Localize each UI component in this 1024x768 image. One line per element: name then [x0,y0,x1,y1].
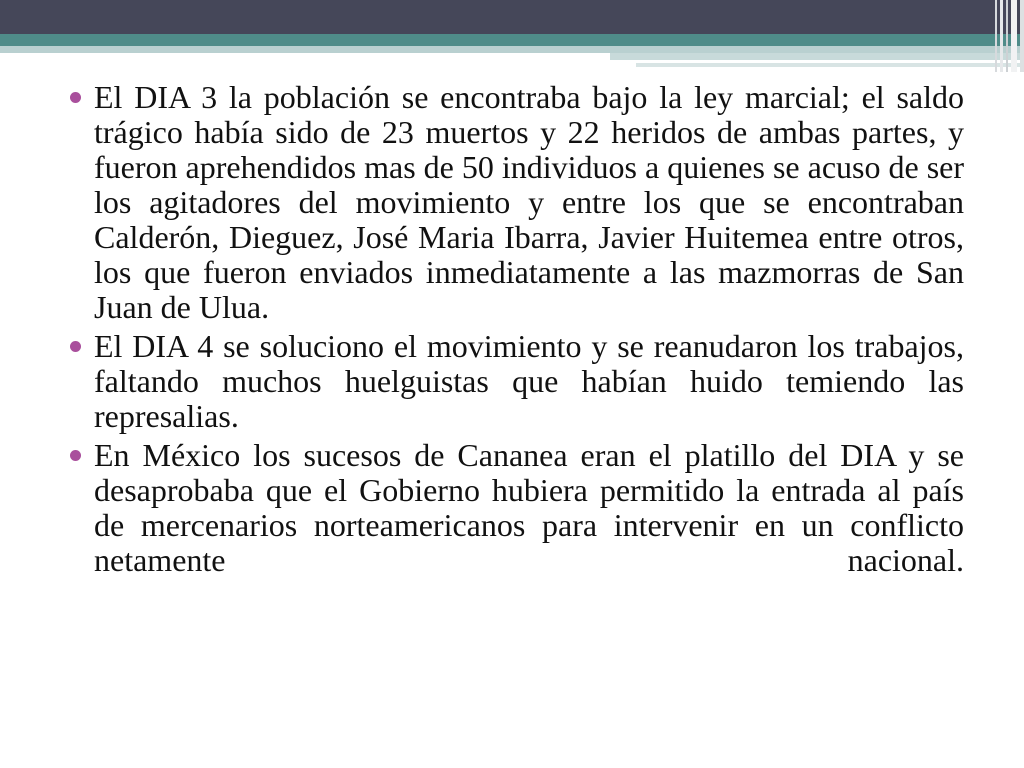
bullet-list [66,80,964,578]
bullet-dot-icon [70,450,81,461]
bullet-item [66,438,964,578]
bullet-text: El DIA 3 la población se encontraba bajo la ley marcial; el saldo trágico había sido de 23 muertos y 22 heridos de ambas partes, y fueron aprehendidos mas de 50 individuos a quienes se acuso de ser los agitadores del movimiento y entre los que se encontraban Calderón, Dieguez, José Maria Ibarra, Javier Huitemea entre otros, los que fueron enviados inmediatamente a las mazmorras de San Juan de Ulua. [94,79,964,325]
rail-line [1011,0,1017,72]
rail-line [1020,0,1024,72]
header-band-light [0,46,1024,53]
bullet-dot-icon [70,341,81,352]
header-decorative-rails [990,0,1024,72]
slide-content [66,80,964,582]
bullet-text: En México los sucesos de Cananea eran el platillo del DIA y se desaprobaba que el Gobierno hubiera permitido la entrada al país de mercenarios norteamericanos para intervenir en un conflicto netamente nacional. [94,437,964,578]
rail-line [1006,0,1008,72]
bullet-text: El DIA 4 se soluciono el movimiento y se reanudaron los trabajos, faltando muchos huelguistas que habían huido temiendo las represalias. [94,328,964,434]
header-band-teal [0,34,1024,46]
rail-line [1000,0,1003,72]
rail-line [995,0,997,72]
bullet-dot-icon [70,92,81,103]
header-band-notch [610,53,1024,60]
header-band-notch-line [636,63,1024,67]
bullet-item [66,80,964,325]
bullet-item [66,329,964,434]
header-band-dark [0,0,1024,34]
